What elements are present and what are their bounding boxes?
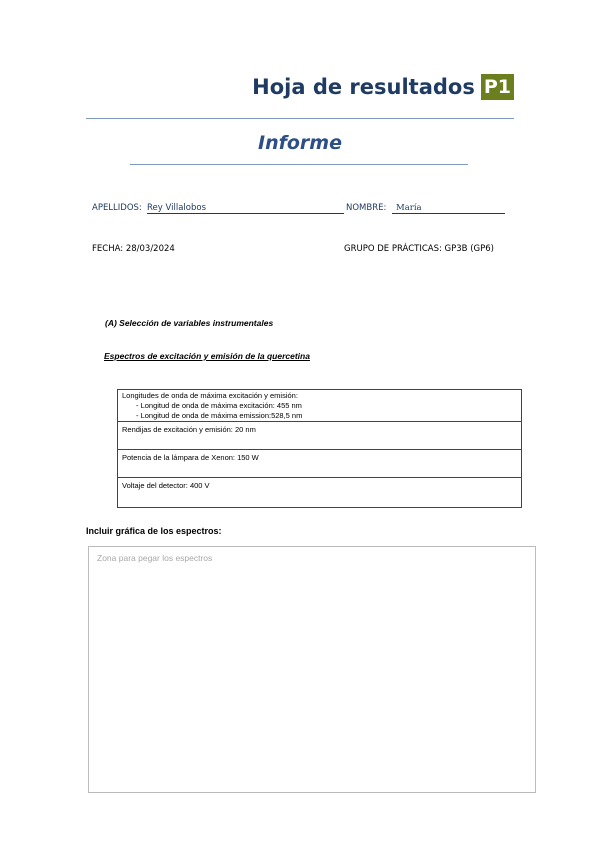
fecha-text: FECHA: 28/03/2024 [92, 244, 175, 254]
results-table [117, 389, 522, 508]
header-divider [86, 118, 514, 119]
subtitle-divider [130, 164, 468, 165]
table-row [118, 450, 521, 478]
wavelengths-heading: Longitudes de onda de máxima excitación y emisión: [122, 391, 298, 400]
page-title [252, 74, 514, 100]
grupo-text: GRUPO DE PRÁCTICAS: GP3B (GP6) [344, 244, 494, 254]
excitation-item: - Longitud de onda de máxima excitación: 455 nm [136, 401, 302, 410]
apellidos-field[interactable] [147, 203, 344, 214]
apellidos-label: APELLIDOS: [92, 203, 142, 213]
table-row [118, 390, 521, 422]
table-row [118, 478, 521, 507]
spectra-paste-area[interactable] [88, 546, 536, 793]
title-text: Hoja de resultados [252, 75, 475, 99]
graph-label: Incluir gráfica de los espectros: [86, 526, 222, 536]
paste-placeholder: Zona para pegar los espectros [97, 553, 213, 563]
nombre-field[interactable] [392, 203, 505, 214]
slits-text: Rendijas de excitación y emisión: 20 nm [122, 425, 256, 434]
subsection-heading: Espectros de excitación y emisión de la quercetina [104, 351, 310, 361]
lamp-power-text: Potencia de la lámpara de Xenon: 150 W [122, 453, 259, 462]
table-row [118, 422, 521, 450]
practice-badge: P1 [481, 74, 514, 100]
detector-voltage-text: Voltaje del detector: 400 V [122, 481, 210, 490]
nombre-label: NOMBRE: [346, 203, 387, 213]
section-heading: (A) Selección de variables instrumentales [105, 318, 274, 328]
report-subtitle: Informe [258, 132, 342, 154]
apellidos-value: Rey Villalobos [147, 203, 206, 213]
emission-item: - Longitud de onda de máxima emission:528,5 nm [136, 411, 303, 420]
nombre-value: María [396, 203, 422, 213]
